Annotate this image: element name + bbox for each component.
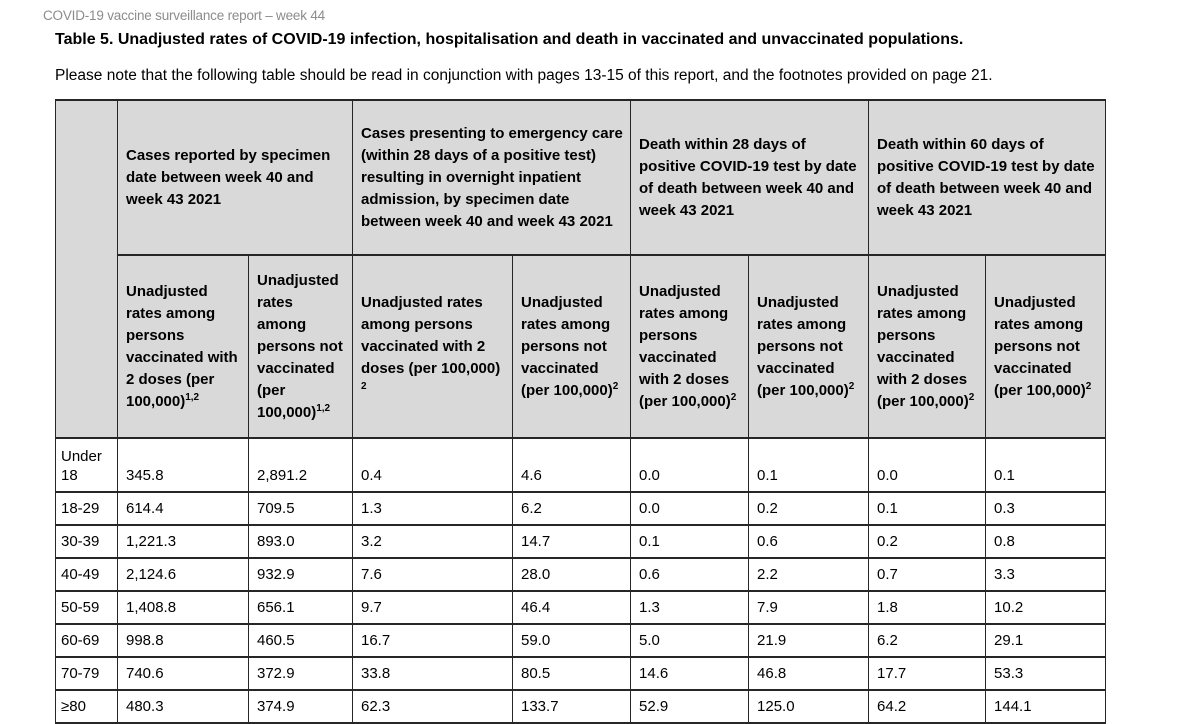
rate-value-cell: 3.3 [986,558,1106,591]
rate-value-cell: 0.0 [631,492,749,525]
footnote-superscript: 1,2 [185,391,200,403]
rate-value-cell: 0.8 [986,525,1106,558]
sub-header-text: Unadjusted rates among persons not vaccinated (per 100,000) [257,271,343,421]
rate-value-cell: 3.2 [353,525,513,558]
sub-header-cell [631,255,749,438]
rate-value-cell: 53.3 [986,657,1106,690]
rate-value-cell: 932.9 [249,558,353,591]
rates-table [55,99,1106,724]
footnote-superscript: 2 [848,380,855,392]
table-title: Table 5. Unadjusted rates of COVID-19 infection, hospitalisation and death in vaccinated and unvaccinated populations. [55,31,964,48]
rate-value-cell: 614.4 [118,492,249,525]
rate-value-cell: 59.0 [513,624,631,657]
rate-value-cell: 0.1 [869,492,986,525]
table-row [56,492,1106,525]
rate-value-cell: 0.2 [869,525,986,558]
sub-header-cell [118,255,249,438]
rate-value-cell: 0.6 [631,558,749,591]
footnote-superscript: 2 [612,380,619,392]
report-header-text: COVID-19 vaccine surveillance report – week 44 [43,8,325,23]
group-header-cell: Death within 60 days of positive COVID-19 test by date of death between week 40 and week 43 2021 [869,100,1106,255]
rates-table-body [56,438,1106,723]
sub-header-text: Unadjusted rates among persons vaccinated with 2 doses (per 100,000) [361,293,501,377]
table-row [56,657,1106,690]
rate-value-cell: 0.1 [749,438,869,492]
sub-header-cell [869,255,986,438]
group-header-cell: Cases presenting to emergency care (within 28 days of a positive test) resulting in overnight inpatient admission, by specimen date between week 40 and week 43 2021 [353,100,631,255]
rate-value-cell: 893.0 [249,525,353,558]
rate-value-cell: 0.0 [869,438,986,492]
rate-value-cell: 80.5 [513,657,631,690]
rate-value-cell: 374.9 [249,690,353,723]
rate-value-cell: 6.2 [513,492,631,525]
rate-value-cell: 0.7 [869,558,986,591]
rate-value-cell: 14.6 [631,657,749,690]
sub-header-text: Unadjusted rates among persons vaccinated with 2 doses (per 100,000) [639,282,731,410]
rate-value-cell: 7.6 [353,558,513,591]
rate-value-cell: 345.8 [118,438,249,492]
rate-value-cell: 16.7 [353,624,513,657]
rate-value-cell: 1.3 [353,492,513,525]
footnote-superscript: 2 [361,380,367,392]
table-row [56,525,1106,558]
rate-value-cell: 46.8 [749,657,869,690]
rate-value-cell: 52.9 [631,690,749,723]
sub-header-cell [249,255,353,438]
age-group-cell: ≥80 [56,690,118,723]
sub-header-cell [513,255,631,438]
rate-value-cell: 7.9 [749,591,869,624]
rate-value-cell: 33.8 [353,657,513,690]
footnote-superscript: 2 [968,391,975,403]
rate-value-cell: 1,408.8 [118,591,249,624]
footnote-superscript: 2 [1085,380,1092,392]
rate-value-cell: 0.0 [631,438,749,492]
group-header-cell: Death within 28 days of positive COVID-19 test by date of death between week 40 and week 43 2021 [631,100,869,255]
rate-value-cell: 0.1 [986,438,1106,492]
table-note: Please note that the following table should be read in conjunction with pages 13-15 of this report, and the footnotes provided on page 21. [55,67,993,84]
rate-value-cell: 29.1 [986,624,1106,657]
rate-value-cell: 1,221.3 [118,525,249,558]
rate-value-cell: 372.9 [249,657,353,690]
table-row [56,591,1106,624]
group-header-cell: Cases reported by specimen date between week 40 and week 43 2021 [118,100,353,255]
rate-value-cell: 6.2 [869,624,986,657]
rate-value-cell: 4.6 [513,438,631,492]
table-row [56,438,1106,492]
age-group-cell: 70-79 [56,657,118,690]
table-row [56,624,1106,657]
age-group-cell: 60-69 [56,624,118,657]
sub-header-text: Unadjusted rates among persons not vaccinated (per 100,000) [994,293,1086,399]
rate-value-cell: 2,124.6 [118,558,249,591]
rate-value-cell: 0.4 [353,438,513,492]
rates-table-header [56,100,1106,438]
rate-value-cell: 0.2 [749,492,869,525]
rate-value-cell: 656.1 [249,591,353,624]
rate-value-cell: 998.8 [118,624,249,657]
rate-value-cell: 10.2 [986,591,1106,624]
rate-value-cell: 2.2 [749,558,869,591]
sub-header-cell [986,255,1106,438]
footnote-superscript: 1,2 [316,402,331,414]
rate-value-cell: 64.2 [869,690,986,723]
rate-value-cell: 480.3 [118,690,249,723]
rate-value-cell: 1.8 [869,591,986,624]
rate-value-cell: 5.0 [631,624,749,657]
age-group-cell: 40-49 [56,558,118,591]
footnote-superscript: 2 [730,391,737,403]
rate-value-cell: 0.3 [986,492,1106,525]
rate-value-cell: 62.3 [353,690,513,723]
rate-value-cell: 28.0 [513,558,631,591]
sub-header-cell [353,255,513,438]
age-group-cell: 30-39 [56,525,118,558]
sub-header-text: Unadjusted rates among persons not vaccinated (per 100,000) [757,293,849,399]
sub-header-text: Unadjusted rates among persons vaccinated with 2 doses (per 100,000) [126,282,238,410]
rate-value-cell: 9.7 [353,591,513,624]
corner-cell [56,100,118,438]
age-group-cell: Under 18 [56,438,118,492]
rate-value-cell: 460.5 [249,624,353,657]
rate-value-cell: 21.9 [749,624,869,657]
rate-value-cell: 0.6 [749,525,869,558]
table-row [56,558,1106,591]
rate-value-cell: 133.7 [513,690,631,723]
age-group-cell: 18-29 [56,492,118,525]
rate-value-cell: 14.7 [513,525,631,558]
rate-value-cell: 2,891.2 [249,438,353,492]
sub-header-text: Unadjusted rates among persons vaccinated with 2 doses (per 100,000) [877,282,969,410]
rate-value-cell: 0.1 [631,525,749,558]
age-group-cell: 50-59 [56,591,118,624]
rate-value-cell: 17.7 [869,657,986,690]
rate-value-cell: 46.4 [513,591,631,624]
rate-value-cell: 144.1 [986,690,1106,723]
sub-header-text: Unadjusted rates among persons not vaccinated (per 100,000) [521,293,613,399]
rate-value-cell: 1.3 [631,591,749,624]
rate-value-cell: 125.0 [749,690,869,723]
sub-header-cell [749,255,869,438]
table-row [56,690,1106,723]
rate-value-cell: 740.6 [118,657,249,690]
rate-value-cell: 709.5 [249,492,353,525]
